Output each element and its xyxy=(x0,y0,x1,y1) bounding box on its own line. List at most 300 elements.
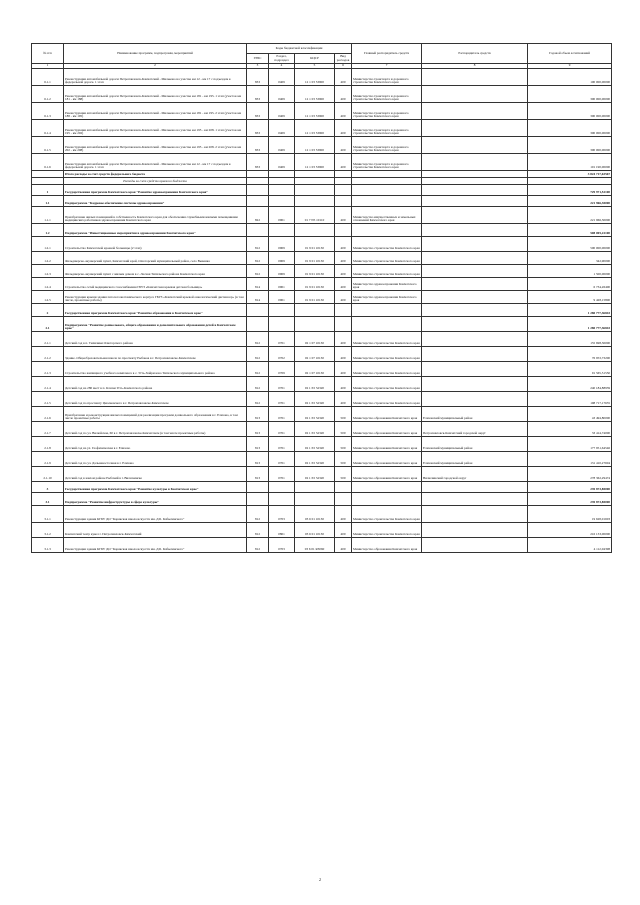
cell-grs xyxy=(352,317,422,332)
cell-rs xyxy=(422,237,528,252)
cell-vid: 400 xyxy=(335,377,352,392)
cell-number: 2.1.4 xyxy=(32,377,64,392)
cell-volume: 6 734,26400 xyxy=(528,278,612,291)
cell-number: 6.1.6 xyxy=(32,154,64,171)
table-row xyxy=(32,332,612,347)
cell-vid xyxy=(335,171,352,178)
table-row xyxy=(32,154,612,171)
cell-vid: 500 xyxy=(335,467,352,482)
cell-rs xyxy=(422,154,528,171)
cell-grbs: 812 xyxy=(247,332,269,347)
cell-grs xyxy=(352,196,422,207)
cell-grbs: 833 xyxy=(247,137,269,154)
cell-name: Реконструкция автомобильной дороги Петропавловск-Камчатский - Мильково на участке км 12 - км 17 с подъездом к федеральной дороге. 1 этап xyxy=(64,69,247,86)
cell-razdel: 0701 xyxy=(269,452,295,467)
cell-rs xyxy=(422,69,528,86)
cell-grbs: 833 xyxy=(247,120,269,137)
cell-grbs: 812 xyxy=(247,523,269,538)
cell-name: Детский сад на ул. Геофизическая в г. Елизово xyxy=(64,437,247,452)
cell-kcsr: 12 1 03 53900 xyxy=(295,120,335,137)
table-row xyxy=(32,291,612,304)
cell-vid: 400 xyxy=(335,332,352,347)
cell-kcsr: 12 1 03 53900 xyxy=(295,137,335,154)
header-razdel: Раздел, подраздел xyxy=(269,54,295,64)
cell-grbs: 833 xyxy=(247,69,269,86)
cell-volume: 300 000,00000 xyxy=(528,120,612,137)
cell-grbs: 812 xyxy=(247,252,269,265)
cell-kcsr: 03 6 01 R3060 xyxy=(295,538,335,553)
cell-vid xyxy=(335,224,352,237)
table-row xyxy=(32,407,612,422)
cell-number: 1.2.4 xyxy=(32,278,64,291)
cell-rs xyxy=(422,178,528,185)
cell-kcsr: 02 1 P2 52320 xyxy=(295,392,335,407)
cell-razdel xyxy=(269,224,295,237)
cell-vid: 500 xyxy=(335,437,352,452)
cell-volume: 19 628,01603 xyxy=(528,506,612,523)
cell-vid: 400 xyxy=(335,252,352,265)
cell-vid: 500 xyxy=(335,422,352,437)
cell-grs xyxy=(352,171,422,178)
cell-number: 2.1.7 xyxy=(32,422,64,437)
cell-grs: Министерство транспорта и дорожного строительства Камчатского края xyxy=(352,69,422,86)
cell-rs xyxy=(422,207,528,224)
cell-grs: Министерство имущественных и земельных отношений Камчатского края xyxy=(352,207,422,224)
cell-name: Приобретение и реконструкция жилых помещений для реализации программ дошкольного образования в г. Елизово, в том числе проектные работы xyxy=(64,407,247,422)
cell-volume: 4 112,04398 xyxy=(528,538,612,553)
header-volume: Годовой объем ассигнований xyxy=(528,44,612,64)
cell-razdel: 0909 xyxy=(269,265,295,278)
cell-number: 1.2.2 xyxy=(32,252,64,265)
cell-grbs xyxy=(247,224,269,237)
cell-rs xyxy=(422,252,528,265)
cell-vid: 400 xyxy=(335,103,352,120)
cell-rs xyxy=(422,377,528,392)
column-number: 3 xyxy=(247,64,269,69)
cell-name: Расходы за счет средств краевого бюджета xyxy=(64,178,247,185)
cell-volume: 239 873,80000 xyxy=(528,493,612,506)
table-row xyxy=(32,69,612,86)
table-row xyxy=(32,506,612,523)
cell-grbs xyxy=(247,304,269,317)
cell-razdel xyxy=(269,304,295,317)
cell-grs: Министерство строительства Камчатского края xyxy=(352,377,422,392)
cell-number: 3 xyxy=(32,482,64,493)
cell-kcsr xyxy=(295,493,335,506)
cell-grbs xyxy=(247,178,269,185)
cell-rs xyxy=(422,196,528,207)
cell-number: 1.2.3 xyxy=(32,265,64,278)
cell-name: Камчатский театр кукол г. Петропавловск-Камчатский xyxy=(64,523,247,538)
cell-rs xyxy=(422,171,528,178)
cell-grs: Министерство образования Камчатского края xyxy=(352,538,422,553)
cell-grbs: 812 xyxy=(247,237,269,252)
header-codes: Коды бюджетной классификации xyxy=(247,44,352,54)
cell-vid xyxy=(335,482,352,493)
cell-rs: Петропавловск-Камчатский городской округ xyxy=(422,422,528,437)
cell-grs: Министерство образования Камчатского края xyxy=(352,452,422,467)
cell-razdel xyxy=(269,171,295,178)
cell-name: Детский сад по ул. Дальневосточная в г. Елизово xyxy=(64,452,247,467)
cell-razdel: 0709 xyxy=(269,362,295,377)
table-row xyxy=(32,347,612,362)
cell-vid xyxy=(335,185,352,196)
cell-kcsr: 02 1 P2 52320 xyxy=(295,407,335,422)
cell-razdel: 0701 xyxy=(269,332,295,347)
cell-kcsr: 01 9 01 10130 xyxy=(295,265,335,278)
cell-razdel: 0409 xyxy=(269,137,295,154)
column-number: 2 xyxy=(64,64,247,69)
cell-grbs: 814 xyxy=(247,291,269,304)
cell-kcsr: 02 1 07 10130 xyxy=(295,332,335,347)
cell-volume: 239 873,80000 xyxy=(528,482,612,493)
cell-volume: 76 953,73200 xyxy=(528,347,612,362)
cell-razdel: 0409 xyxy=(269,120,295,137)
cell-grs: Министерство строительства Камчатского края xyxy=(352,265,422,278)
cell-razdel: 0701 xyxy=(269,422,295,437)
cell-rs xyxy=(422,86,528,103)
cell-grbs xyxy=(247,493,269,506)
table-row xyxy=(32,103,612,120)
cell-kcsr xyxy=(295,317,335,332)
cell-name: Детский сад по ул. Вилюйская, 60 в г. Петропавловске-Камчатском (в том числе проектные работы) xyxy=(64,422,247,437)
cell-number: 2.1.2 xyxy=(32,347,64,362)
table-row xyxy=(32,252,612,265)
cell-volume: 1 500,00000 xyxy=(528,265,612,278)
cell-grs: Министерство здравоохранения Камчатского края xyxy=(352,278,422,291)
cell-vid: 400 xyxy=(335,278,352,291)
cell-razdel: 0701 xyxy=(269,377,295,392)
table-row xyxy=(32,304,612,317)
cell-number: 1.1.1 xyxy=(32,207,64,224)
cell-number: 1.2 xyxy=(32,224,64,237)
cell-volume: 9 428,15800 xyxy=(528,291,612,304)
cell-grbs xyxy=(247,185,269,196)
cell-grs: Министерство строительства Камчатского края xyxy=(352,523,422,538)
cell-rs xyxy=(422,137,528,154)
cell-razdel xyxy=(269,317,295,332)
cell-grs: Министерство строительства Камчатского края xyxy=(352,347,422,362)
table-row xyxy=(32,452,612,467)
cell-razdel: 0409 xyxy=(269,154,295,171)
cell-razdel xyxy=(269,178,295,185)
cell-grbs: 813 xyxy=(247,467,269,482)
cell-razdel xyxy=(269,482,295,493)
header-grbs: ГРБС xyxy=(247,54,269,64)
cell-vid: 400 xyxy=(335,69,352,86)
cell-volume: 155 698,30000 xyxy=(528,332,612,347)
cell-kcsr: 01 9 01 10130 xyxy=(295,291,335,304)
cell-volume: 240 184,88939 xyxy=(528,377,612,392)
cell-grs: Министерство строительства Камчатского края xyxy=(352,237,422,252)
cell-vid: 400 xyxy=(335,506,352,523)
cell-kcsr: 03 6 01 10130 xyxy=(295,523,335,538)
cell-rs xyxy=(422,347,528,362)
cell-number: 3.1.3 xyxy=(32,538,64,553)
cell-razdel: 0703 xyxy=(269,506,295,523)
column-number: 1 xyxy=(32,64,64,69)
cell-name: Реконструкция автомобильной дороги Петропавловск-Камчатский - Мильково на участке км 181 - км 195. 2 этап (участок км 188 - км 195) xyxy=(64,103,247,120)
cell-vid: 400 xyxy=(335,137,352,154)
table-row xyxy=(32,437,612,452)
cell-rs: Елизовский муниципальный район xyxy=(422,437,528,452)
cell-grbs: 814 xyxy=(247,278,269,291)
cell-volume: 198 717,17635 xyxy=(528,392,612,407)
cell-name: Фельдшерско-акушерский пункт с жилым домом в с. Лесная Тигильского района Камчатского края xyxy=(64,265,247,278)
cell-rs xyxy=(422,493,528,506)
cell-name: Реконструкция автомобильной дороги Петропавловск-Камчатский - Мильково на участке км 12 - км 17 с подъездом к федеральной дороге. 1 этап xyxy=(64,154,247,171)
cell-razdel xyxy=(269,196,295,207)
table-row xyxy=(32,377,612,392)
header-name: Наименование программ, подпрограмм, мероприятий xyxy=(64,44,247,64)
cell-kcsr: 02 1 P2 52320 xyxy=(295,377,335,392)
cell-name: Строительство Камчатской краевой больницы (2 этап) xyxy=(64,237,247,252)
cell-volume: 500 000,00000 xyxy=(528,237,612,252)
cell-volume: 300 000,00000 xyxy=(528,86,612,103)
cell-razdel: 0909 xyxy=(269,237,295,252)
page-number: 2 xyxy=(319,877,321,882)
cell-volume: 221 966,30000 xyxy=(528,207,612,224)
table-row xyxy=(32,171,612,178)
cell-grbs: 813 xyxy=(247,437,269,452)
cell-rs: Вилючинский городской округ xyxy=(422,467,528,482)
cell-number: 2.1.9 xyxy=(32,452,64,467)
cell-grbs: 833 xyxy=(247,86,269,103)
cell-rs xyxy=(422,332,528,347)
cell-number: 2 xyxy=(32,304,64,317)
cell-vid: 500 xyxy=(335,407,352,422)
column-number: 6 xyxy=(335,64,352,69)
cell-rs xyxy=(422,278,528,291)
cell-name: Детский сад по проспекту Циолковского в г. Петропавловске-Камчатском xyxy=(64,392,247,407)
cell-volume: 101 190,00000 xyxy=(528,154,612,171)
budget-table xyxy=(31,43,612,553)
cell-rs xyxy=(422,317,528,332)
cell-kcsr xyxy=(295,171,335,178)
cell-number: 2.1.6 xyxy=(32,407,64,422)
cell-vid: 400 xyxy=(335,207,352,224)
cell-number: 2.1.8 xyxy=(32,437,64,452)
table-row xyxy=(32,237,612,252)
cell-vid: 500 xyxy=(335,452,352,467)
cell-name: Детский сад на 280 мест в п. Ключи Усть-Камчатского района xyxy=(64,377,247,392)
cell-number: 3.1 xyxy=(32,493,64,506)
cell-kcsr xyxy=(295,185,335,196)
cell-volume: 1 280 777,36843 xyxy=(528,317,612,332)
cell-name: Строительство жилищного учебного комплекса в с. Усть-Хайрюзово Тигильского муниципального района xyxy=(64,362,247,377)
table-row xyxy=(32,224,612,237)
cell-rs xyxy=(422,482,528,493)
cell-volume xyxy=(528,178,612,185)
cell-number: 1.2.1 xyxy=(32,237,64,252)
table-row xyxy=(32,467,612,482)
cell-rs xyxy=(422,103,528,120)
cell-grbs: 812 xyxy=(247,265,269,278)
table-row xyxy=(32,265,612,278)
cell-volume: 131 410,27604 xyxy=(528,452,612,467)
cell-rs xyxy=(422,185,528,196)
cell-name: Подпрограмма "Развитие инфраструктуры в сфере культуры" xyxy=(64,493,247,506)
cell-number: 6.1.4 xyxy=(32,120,64,137)
cell-kcsr xyxy=(295,178,335,185)
cell-name: Подпрограмма "Кадровое обеспечение системы здравоохранения" xyxy=(64,196,247,207)
cell-vid xyxy=(335,178,352,185)
header-kcsr: КЦСР xyxy=(295,54,335,64)
cell-number: 1 xyxy=(32,185,64,196)
cell-rs xyxy=(422,265,528,278)
cell-name: Приобретение жилых помещений в собственность Камчатского края для обеспечения служебными жилыми помещениями медицинских работников здравоохранения Камчатского края xyxy=(64,207,247,224)
cell-grs: Министерство транспорта и дорожного строительства Камчатского края xyxy=(352,86,422,103)
table-row xyxy=(32,523,612,538)
cell-number: 1.2.5 xyxy=(32,291,64,304)
cell-rs xyxy=(422,291,528,304)
budget-table-sheet xyxy=(31,43,611,553)
cell-name: Итого расходы за счет средств федерального бюджета xyxy=(64,171,247,178)
cell-volume: 91 565,51550 xyxy=(528,362,612,377)
cell-grbs xyxy=(247,317,269,332)
table-body xyxy=(32,69,612,553)
table-row xyxy=(32,362,612,377)
cell-rs xyxy=(422,523,528,538)
cell-rs xyxy=(422,120,528,137)
cell-vid: 400 xyxy=(335,291,352,304)
cell-number: 1.1 xyxy=(32,196,64,207)
cell-name: Реконструкция автомобильной дороги Петропавловск-Камчатский - Мильково на участке км 195 - км 208. 1 этап (участок км 195 - км 202) xyxy=(64,120,247,137)
cell-grs: Министерство транспорта и дорожного строительства Камчатского края xyxy=(352,137,422,154)
cell-rs xyxy=(422,224,528,237)
cell-grbs: 813 xyxy=(247,422,269,437)
cell-volume: 278 362,29474 xyxy=(528,467,612,482)
cell-vid: 400 xyxy=(335,347,352,362)
cell-kcsr: 01 9 01 10130 xyxy=(295,252,335,265)
cell-vid xyxy=(335,317,352,332)
cell-vid xyxy=(335,304,352,317)
header-num: № п/п xyxy=(32,44,64,64)
cell-name: Государственная программа Камчатского края "Развитие культуры в Камчатском крае" xyxy=(64,482,247,493)
table-row xyxy=(32,120,612,137)
cell-number: 6.1.5 xyxy=(32,137,64,154)
cell-volume: 221 966,30000 xyxy=(528,196,612,207)
cell-razdel: 0701 xyxy=(269,407,295,422)
table-row xyxy=(32,196,612,207)
cell-razdel: 0901 xyxy=(269,207,295,224)
cell-vid: 400 xyxy=(335,265,352,278)
cell-number xyxy=(32,178,64,185)
cell-grs xyxy=(352,482,422,493)
column-number: 4 xyxy=(269,64,295,69)
cell-grs xyxy=(352,178,422,185)
cell-grbs: 812 xyxy=(247,362,269,377)
table-row xyxy=(32,86,612,103)
cell-grs xyxy=(352,304,422,317)
cell-vid: 400 xyxy=(335,392,352,407)
cell-rs xyxy=(422,362,528,377)
cell-grbs: 812 xyxy=(247,377,269,392)
cell-vid: 400 xyxy=(335,237,352,252)
cell-kcsr: 02 1 07 10130 xyxy=(295,347,335,362)
table-row xyxy=(32,207,612,224)
cell-razdel: 0409 xyxy=(269,86,295,103)
cell-razdel: 0901 xyxy=(269,291,295,304)
cell-grbs: 822 xyxy=(247,207,269,224)
cell-volume: 177 951,64546 xyxy=(528,437,612,452)
header-rs: Распорядитель средств xyxy=(422,44,528,64)
cell-grbs: 813 xyxy=(247,407,269,422)
cell-name: Детский сад в жилом районе Рыбачий в г. Вилючинске xyxy=(64,467,247,482)
cell-number: 6.1.2 xyxy=(32,86,64,103)
cell-grs: Министерство строительства Камчатского края xyxy=(352,332,422,347)
cell-grs: Министерство строительства Камчатского края xyxy=(352,506,422,523)
cell-rs xyxy=(422,506,528,523)
cell-volume: 342,90000 xyxy=(528,252,612,265)
cell-vid: 400 xyxy=(335,120,352,137)
cell-volume: 508 005,22100 xyxy=(528,224,612,237)
table-row xyxy=(32,137,612,154)
cell-volume: 729 971,52100 xyxy=(528,185,612,196)
cell-name: Реконструкция здания КГБУ ДО "Корякская школа искусств им. Д.Б. Кабылинского" xyxy=(64,538,247,553)
cell-kcsr: 01 9 01 10130 xyxy=(295,278,335,291)
cell-kcsr: 12 1 03 53900 xyxy=(295,103,335,120)
cell-kcsr: 01 9 01 10130 xyxy=(295,237,335,252)
cell-number: 6.1.1 xyxy=(32,69,64,86)
cell-razdel: 0409 xyxy=(269,103,295,120)
cell-grs xyxy=(352,185,422,196)
header-grs: Главный распорядитель средств xyxy=(352,44,422,64)
table-row xyxy=(32,278,612,291)
cell-name: Подпрограмма "Развитие дошкольного, общего образования и дополнительного образования детей в Камчатском крае" xyxy=(64,317,247,332)
table-row xyxy=(32,482,612,493)
cell-volume: 300 000,00000 xyxy=(528,103,612,120)
cell-number: 2.1.3 xyxy=(32,362,64,377)
cell-grs: Министерство строительства Камчатского края xyxy=(352,392,422,407)
cell-vid xyxy=(335,493,352,506)
cell-vid: 400 xyxy=(335,154,352,171)
cell-number xyxy=(32,171,64,178)
cell-rs xyxy=(422,392,528,407)
cell-kcsr: 01 7 N5 10110 xyxy=(295,207,335,224)
cell-vid: 400 xyxy=(335,523,352,538)
cell-name: Государственная программа Камчатского края "Развитие образования в Камчатском крае" xyxy=(64,304,247,317)
cell-grbs xyxy=(247,196,269,207)
cell-name: Реконструкция здания КГБУ ДО "Корякская школа искусств им. Д.Б. Кабылинского" xyxy=(64,506,247,523)
cell-grs: Министерство образования Камчатского края xyxy=(352,407,422,422)
cell-grs: Министерство строительства Камчатского края xyxy=(352,362,422,377)
cell-grbs: 833 xyxy=(247,154,269,171)
cell-number: 2.1 xyxy=(32,317,64,332)
table-row xyxy=(32,185,612,196)
column-number: 7 xyxy=(352,64,422,69)
cell-rs: Елизовский муниципальный район xyxy=(422,407,528,422)
cell-vid: 400 xyxy=(335,86,352,103)
table-header xyxy=(32,44,612,69)
cell-kcsr xyxy=(295,224,335,237)
column-number: 5 xyxy=(295,64,335,69)
cell-grbs: 813 xyxy=(247,452,269,467)
cell-grs: Министерство образования Камчатского края xyxy=(352,437,422,452)
cell-name: Здание. Общеобразовательная школа по проспекту Рыбаков в г. Петропавловске-Камчатском xyxy=(64,347,247,362)
cell-kcsr: 02 1 07 10130 xyxy=(295,362,335,377)
cell-rs: Елизовский муниципальный район xyxy=(422,452,528,467)
cell-volume: 300 000,00000 xyxy=(528,137,612,154)
cell-razdel: 0409 xyxy=(269,69,295,86)
cell-grs: Министерство транспорта и дорожного строительства Камчатского края xyxy=(352,103,422,120)
cell-name: Детский сад в п. Тиличики Олюторского района xyxy=(64,332,247,347)
cell-kcsr: 02 1 P2 52320 xyxy=(295,422,335,437)
table-row xyxy=(32,538,612,553)
cell-volume: 216 133,00000 xyxy=(528,523,612,538)
header-vid: Вид расходов xyxy=(335,54,352,64)
cell-number: 3.1.1 xyxy=(32,506,64,523)
